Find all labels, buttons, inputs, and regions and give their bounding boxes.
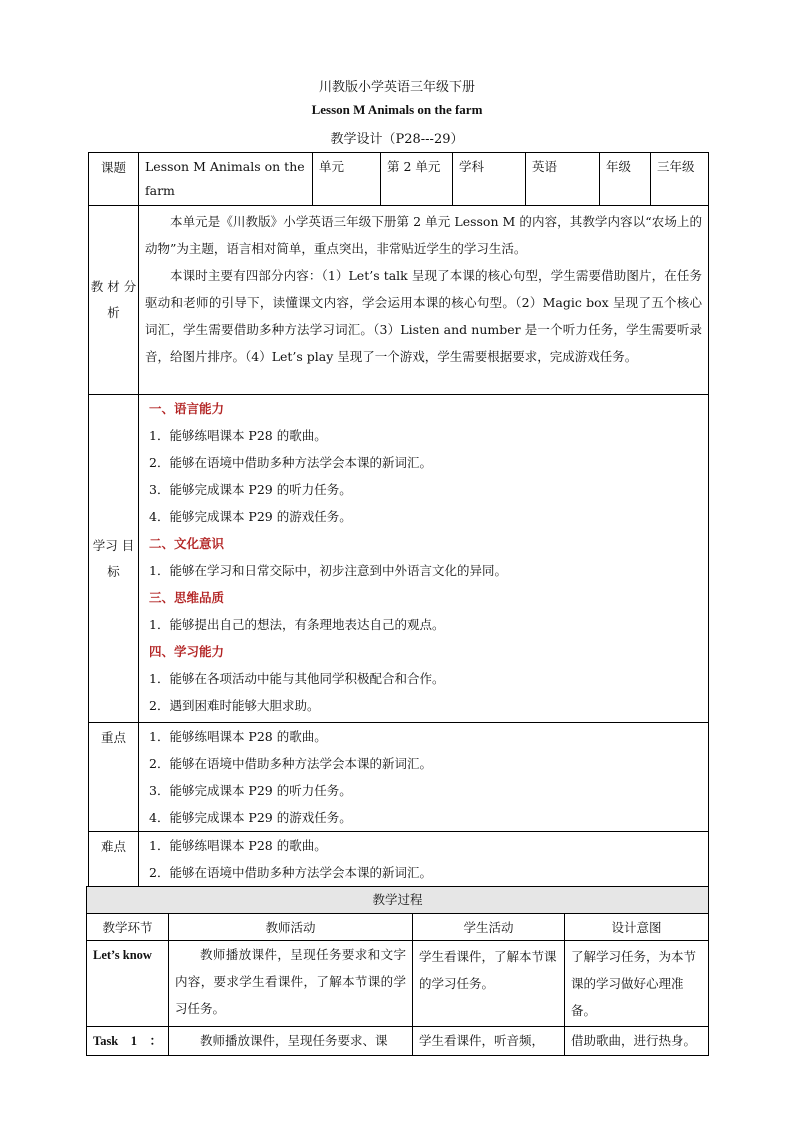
goal-item: 1．能够在学习和日常交际中，初步注意到中外语言文化的异同。 [149,563,507,578]
key-point-item: 4．能够完成课本 P29 的游戏任务。 [149,810,352,825]
doc-title: 川教版小学英语三年级下册 [318,80,475,95]
analysis-label: 教 材 分析 [89,206,139,395]
column-header-stage: 教学环节 [87,914,169,941]
key-point-item: 2．能够在语境中借助多种方法学会本课的新词汇。 [149,756,432,771]
intent-cell: 了解学习任务，为本节课的学习做好心理准备。 [565,941,709,1027]
goal-section-title: 二、文化意识 [149,536,225,551]
intent-cell: 借助歌曲，进行热身。 [565,1027,709,1056]
goal-item: 4．能够完成课本 P29 的游戏任务。 [149,509,352,524]
difficult-point-item: 2．能够在语境中借助多种方法学会本课的新词汇。 [149,865,432,880]
analysis-paragraph-2: 本课时主要有四部分内容：（1）Let’s talk 呈现了本课的核心句型，学生需要借助图片，在任务驱动和老师的引导下，读懂课文内容，学会运用本课的核心句型。（2）Magic box 呈现了五个核心词汇，学生需要借助多种方法学习词汇。（3）Listen and number 是一个听力任务，学生需要听录音，给图片排序。（4）Let’s play 呈现了一个游戏，学生需要根据要求，完成游戏任务。 [145,268,702,364]
student-cell: 学生看课件，了解本节课的学习任务。 [413,941,565,1027]
difficult-points-label: 难点 [89,832,139,890]
stage-cell: Let’s know [87,941,169,1027]
subject-label: 学科 [453,153,526,206]
column-header-student: 学生活动 [413,914,565,941]
grade-value: 三年级 [651,153,709,206]
subject-value: 英语 [526,153,600,206]
grade-label: 年级 [600,153,651,206]
goal-item: 1．能够练唱课本 P28 的歌曲。 [149,428,327,443]
key-point-item: 1．能够练唱课本 P28 的歌曲。 [149,729,327,744]
student-cell: 学生看课件，听音频， [413,1027,565,1056]
column-header-teacher: 教师活动 [169,914,413,941]
analysis-paragraph-1: 本单元是《川教版》小学英语三年级下册第 2 单元 Lesson M 的内容，其教学内容以“农场上的动物”为主题，语言相对简单，重点突出，非常贴近学生的学习生活。 [145,214,702,256]
unit-value: 第 2 单元 [381,153,453,206]
goal-item: 1．能够在各项活动中能与其他同学积极配合和合作。 [149,671,445,686]
goal-section-title: 四、学习能力 [149,644,225,659]
goal-item: 2．遇到困难时能够大胆求助。 [149,698,320,713]
design-title: 教学设计（P28---29） [330,132,464,147]
lesson-title: Lesson M Animals on the farm [311,102,483,117]
unit-label: 单元 [313,153,381,206]
lesson-info-table [88,152,709,890]
teacher-cell: 教师播放课件，呈现任务要求和文字内容，要求学生看课件，了解本节课的学习任务。 [169,941,413,1027]
column-header-intent: 设计意图 [565,914,709,941]
goals-label: 学习 目标 [89,395,139,723]
topic-value: Lesson M Animals on the farm [139,153,313,206]
goal-section-title: 一、语言能力 [149,401,225,416]
table-row [87,1027,709,1056]
goal-item: 1．能够提出自己的想法，有条理地表达自己的观点。 [149,617,445,632]
table-row [87,941,709,1027]
process-title: 教学过程 [87,887,709,914]
topic-label: 课题 [89,153,139,206]
key-points-content [139,723,709,832]
key-point-item: 3．能够完成课本 P29 的听力任务。 [149,783,352,798]
goal-section-title: 三、思维品质 [149,590,225,605]
stage-cell: Task 1 ： [87,1027,169,1056]
goal-item: 3．能够完成课本 P29 的听力任务。 [149,482,352,497]
process-table [86,886,709,1056]
goals-content [139,395,709,723]
goal-item: 2．能够在语境中借助多种方法学会本课的新词汇。 [149,455,432,470]
difficult-points-content [139,832,709,890]
teacher-cell: 教师播放课件，呈现任务要求、课 [169,1027,413,1056]
key-points-label: 重点 [89,723,139,832]
difficult-point-item: 1．能够练唱课本 P28 的歌曲。 [149,838,327,853]
